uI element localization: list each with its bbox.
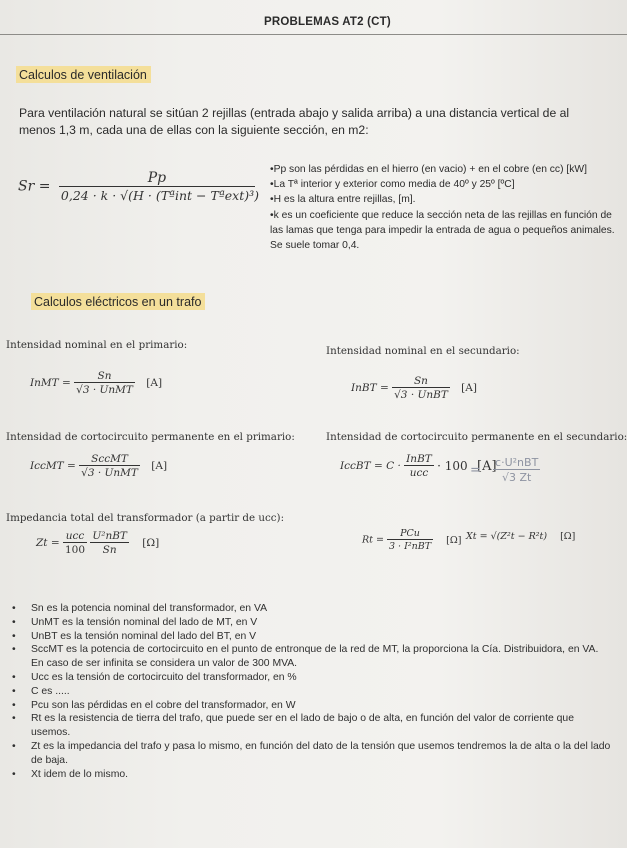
section-heading-ventilation: Calculos de ventilación: [16, 66, 151, 83]
formula-sr-numerator: Pp: [147, 170, 167, 186]
formula-zt-unit: [Ω]: [142, 537, 160, 549]
formula-iccbt-num: InBT: [406, 453, 432, 465]
formula-inbt-den: √3 · UnBT: [394, 389, 448, 401]
formula-zt-den2: Sn: [90, 542, 129, 556]
formula-sr-fraction: [59, 170, 259, 203]
list-item: • Pcu son las pérdidas en el cobre del transformador, en W: [12, 699, 612, 713]
formula-rt-num: PCu: [400, 528, 420, 539]
label-secondary-nominal: Intensidad nominal en el secundario:: [326, 345, 520, 357]
formula-rt-lhs: Rt =: [362, 534, 384, 546]
formula-xt: [466, 531, 575, 542]
list-item: • Xt idem de lo mismo.: [12, 768, 612, 782]
formula-rt-fraction: [387, 528, 433, 552]
note-item: •k es un coeficiente que reduce la sección neta de las rejillas en función de las lamas que tenga para impedir la entrada de agua o pequeños animales. Se suele tomar 0,4.: [270, 209, 615, 252]
note-item: •H es la altura entre rejillas, [m].: [270, 194, 416, 206]
formula-xt-unit: [Ω]: [560, 531, 576, 542]
formula-inbt: [351, 375, 477, 401]
formula-inmt-fraction: [74, 370, 135, 396]
formula-zt-lhs: Zt =: [36, 537, 60, 549]
formula-zt-den1: 100: [65, 544, 86, 556]
list-item: • Sn es la potencia nominal del transformador, en VA: [12, 602, 612, 616]
formula-rt-unit: [Ω]: [446, 534, 462, 546]
formula-inbt-fraction: [392, 375, 450, 401]
formula-inmt-num: Sn: [97, 370, 112, 382]
formula-inmt-unit: [A]: [146, 377, 163, 389]
list-item: • C es .....: [12, 685, 612, 699]
ventilation-notes: [270, 162, 615, 253]
list-item: • SccMT es la potencia de cortocircuito en el punto de entronque de la red de MT, la proporciona la Cía. Distribuidora, en VA. En caso de ser infinita se considera un valor de 300 MVA.: [12, 643, 612, 671]
formula-xt-text: Xt = √(Z²t − R²t): [466, 531, 548, 542]
formula-inbt-lhs: InBT =: [351, 382, 389, 394]
label-impedance: Impedancia total del transformador (a partir de ucc):: [6, 512, 285, 524]
list-item: • Ucc es la tensión de cortocircuito del transformador, en %: [12, 671, 612, 685]
formula-zt-fraction-2: [90, 530, 129, 556]
ventilation-paragraph: Para ventilación natural se sitúan 2 rejillas (entrada abajo y salida arriba) a una distancia vertical de al menos 1,3 m, cada una de ellas con la siguiente sección, en m2:: [19, 106, 570, 137]
formula-inmt-den: √3 · UnMT: [76, 384, 133, 396]
list-item: • Rt es la resistencia de tierra del trafo, que puede ser en el lado de bajo o de alta, en función del valor de corriente que usemos.: [12, 712, 612, 740]
formula-iccmt-fraction: [79, 453, 140, 479]
page-header: [0, 4, 627, 35]
formula-inmt-lhs: InMT =: [30, 377, 71, 389]
formula-zt-fraction-1: [63, 530, 87, 556]
list-item: • UnMT es la tensión nominal del lado de MT, en V: [12, 616, 612, 630]
page-title: PROBLEMAS AT2 (CT): [264, 16, 391, 28]
list-item: • UnBT es la tensión nominal del lado del BT, en V: [12, 630, 612, 644]
formula-inmt: [30, 370, 162, 396]
formula-iccbt-lhs: IccBT = C ·: [340, 460, 401, 472]
formula-sr: [18, 170, 259, 203]
formula-inbt-num: Sn: [413, 375, 428, 387]
formula-iccmt-den: √3 · UnMT: [81, 467, 138, 479]
definitions-list: [12, 602, 612, 781]
formula-iccmt-num: SccMT: [91, 453, 128, 465]
handwritten-num: c·U²nBT: [495, 456, 539, 469]
formula-sr-denominator: 0,24 · k · √(H · (Tªint − Tªext)³): [60, 188, 259, 203]
handwritten-equals: =: [470, 462, 481, 478]
note-item: •La Tª interior y exterior como media de 40º y 25º [ºC]: [270, 179, 515, 191]
formula-zt: [36, 530, 159, 556]
formula-rt-den: 3 · I²nBT: [388, 541, 432, 552]
handwritten-fraction: [493, 456, 540, 484]
formula-sr-lhs: Sr =: [18, 178, 51, 195]
handwritten-den: √3 Zt: [493, 469, 540, 484]
handwritten-annotation: [470, 456, 540, 484]
note-item: •Pp son las pérdidas en el hierro (en vacio) + en el cobre (en cc) [kW]: [270, 164, 587, 175]
formula-inbt-unit: [A]: [461, 382, 477, 394]
section-heading-electrical: Calculos eléctricos en un trafo: [31, 293, 205, 310]
label-primary-cc: Intensidad de cortocircuito permanente en el primario:: [6, 431, 295, 443]
formula-iccbt-tail: · 100: [437, 459, 468, 473]
formula-iccbt-den: ucc: [404, 465, 434, 479]
formula-rt: [362, 528, 461, 552]
formula-iccmt: [30, 453, 167, 479]
formula-iccbt-fraction: [404, 453, 434, 479]
list-item: • Zt es la impedancia del trafo y pasa lo mismo, en función del dato de la tensión que usemos tendremos la de alta o la del lado de baja.: [12, 740, 612, 768]
formula-iccmt-unit: [A]: [151, 460, 168, 472]
formula-iccbt-unit: [A]: [477, 458, 497, 474]
formula-iccmt-lhs: IccMT =: [30, 460, 76, 472]
label-secondary-cc: Intensidad de cortocircuito permanente en el secundario:: [326, 431, 627, 443]
formula-zt-num1: ucc: [65, 530, 85, 542]
formula-zt-num2: U²nBT: [92, 530, 127, 542]
label-primary-nominal: Intensidad nominal en el primario:: [6, 339, 188, 351]
